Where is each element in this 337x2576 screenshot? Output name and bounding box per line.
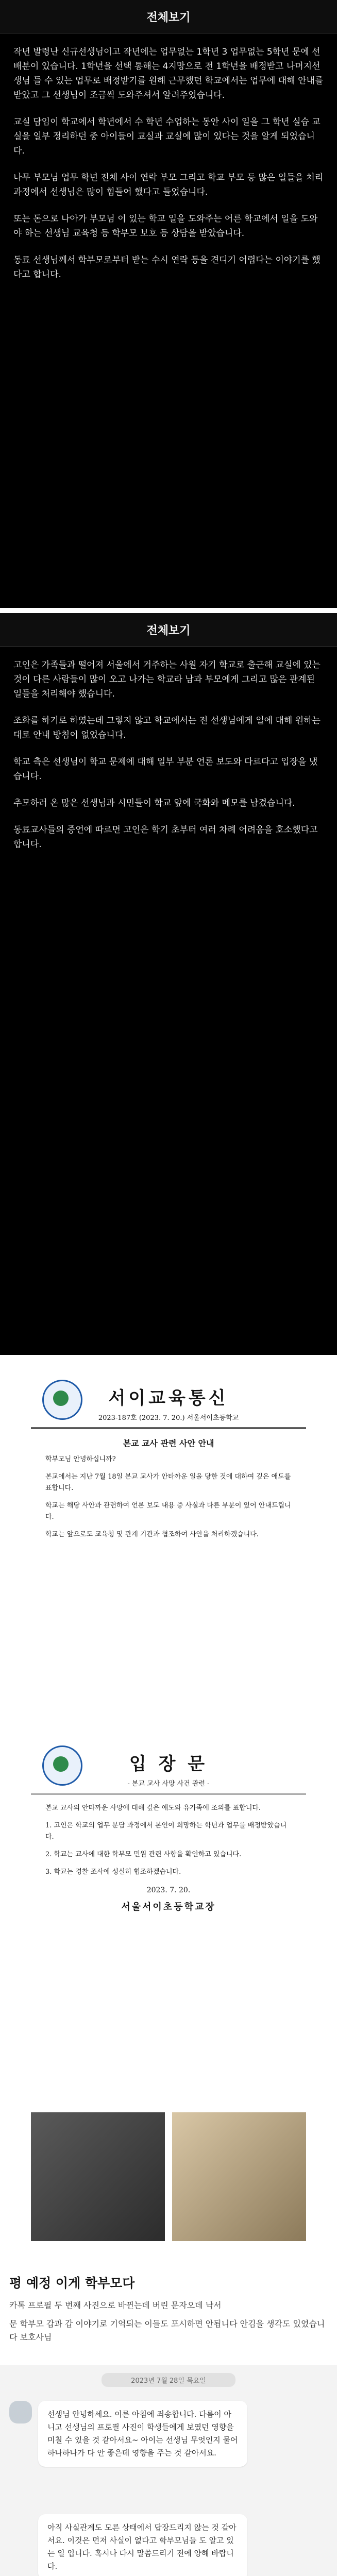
paragraph: 본교 교사의 안타까운 사망에 대해 깊은 애도와 유가족에 조의를 표합니다.: [45, 1804, 261, 1812]
chat-message: 아직 사실관계도 모른 상태에서 답장드리지 않는 것 같아서요. 이것은 먼저 사실이 없다고 학부모님들 도 알고 있는 일 입니다. 혹시나 다시 말씀드리기 전에 양해 바랍니다.: [38, 2514, 247, 2576]
school-newsletter: [31, 1370, 306, 1721]
paragraph: 본교에서는 지난 7월 18일 본교 교사가 안타까운 일을 당한 것에 대하여 깊은 애도를 표합니다.: [45, 1473, 291, 1492]
statement-signature: 서울서이초등학교장: [121, 1902, 216, 1912]
paragraph: 학교는 앞으로도 교육청 및 관계 기관과 협조하여 사안을 처리하겠습니다.: [45, 1531, 259, 1538]
newsletter-title: 서이교육통신: [108, 1388, 229, 1409]
post-paragraph: 문 학부모 갑과 갑 이야기로 기억되는 이들도 포시하면 안됩니다 안김을 생각도 있었습니다 보호사님: [9, 2319, 325, 2342]
paragraph: 또는 돈으로 나아가 부모님 이 있는 학교 일을 도와주는 어른 학교에서 일을 도와야 하는 선생님 교육청 등 학부모 보호 등 상담을 받았습니다.: [13, 214, 318, 239]
statement-subtitle: - 본교 교사 사망 사건 관련 -: [127, 1780, 210, 1788]
paragraph: 고인은 가족들과 떨어져 서울에서 거주하는 사원 자기 학교로 출근해 교실에 있는 것이 다른 사람들이 많이 오고 나가는 학교라 남과 부모에게 그리고 많은 관계된 일들을 처리해야 했습니다.: [13, 660, 321, 699]
news-photo: [172, 2112, 306, 2241]
statement-body: [31, 1794, 306, 1878]
school-emblem-icon: [42, 1380, 82, 1420]
paragraph: 조화를 하기로 하였는데 그렇지 않고 학교에서는 전 선생님에게 일에 대해 원하는 대로 안내 방침이 없었습니다.: [13, 716, 321, 740]
avatar: [9, 2401, 32, 2424]
paragraph: 학교는 해당 사안과 관련하여 언론 보도 내용 중 사실과 다른 부분이 있어 안내드립니다.: [45, 1502, 291, 1521]
capture-panel-1: [0, 0, 337, 608]
panel-text: [0, 647, 337, 852]
paragraph: 작년 발령난 신규선생님이고 작년에는 업무없는 1학년 3 업무없는 5학년 문에 선배분이 있습니다. 1학년을 선택 통해는 4지망으로 전 1학년을 배정받고 나머지선생님 들 수 있는 업무로 배정받기를 원해 근무했던 학교에서는 업무에 대해 안내를 받았고 그 선생님이 조금씩 도와주셔서 알려주었습니다.: [13, 47, 324, 100]
paragraph: 나무 부모님 업무 학년 전체 사이 연락 부모 그리고 학교 부모 등 많은 일들을 처리 과정에서 선생님은 많이 힘들어 했다고 들었습니다.: [13, 173, 324, 197]
chat-message: 선생님 안녕하세요. 이른 아침에 죄송합니다. 다름이 아니고 선생님의 프로필 사진이 학생들에게 보였던 영향을 미칠 수 있을 것 같아서요~ 아이는 선생님 무엇인지 물어 하나하나가 다 안 좋은데 영향을 주는 것 같아서요.: [38, 2401, 247, 2467]
post-section: [0, 2262, 337, 2360]
school-emblem-icon: [42, 1745, 82, 1786]
newsletter-body: [31, 1454, 306, 1540]
paragraph: 학부모님 안녕하십니까?: [45, 1455, 116, 1463]
paragraph: 3. 학교는 경찰 조사에 성실히 협조하겠습니다.: [45, 1868, 181, 1876]
panel-title: 전체보기: [0, 0, 337, 33]
panel-title: 전체보기: [0, 613, 337, 647]
capture-panel-2: [0, 613, 337, 1355]
paragraph: 동료교사들의 증언에 따르면 고인은 학기 초부터 여러 차례 어려움을 호소했다고 합니다.: [13, 825, 318, 850]
news-photo: [31, 2112, 165, 2241]
paragraph: 학교 측은 선생님이 학교 문제에 대해 일부 부분 언론 보도와 다르다고 입장을 냈습니다.: [13, 757, 318, 782]
chat-screenshot: [0, 2365, 337, 2576]
paragraph: 교실 담임이 학교에서 학년에서 수 학년 수업하는 동안 사이 일을 그 학년 실습 교실을 일부 정리하던 중 아이들이 교실과 교실에 많이 있다는 것을 알게 되었습니다.: [13, 117, 321, 156]
school-statement: [31, 1736, 306, 2107]
post-title: 평 예정 이게 학부모다: [9, 2276, 135, 2291]
newsletter-heading: 본교 교사 관련 사안 안내: [123, 1438, 214, 1448]
post-paragraph: 카톡 프로필 두 번째 사진으로 바뀐는데 버린 문자오데 낙서: [9, 2300, 222, 2310]
paragraph: 2. 학교는 교사에 대한 학부모 민원 관련 사항을 확인하고 있습니다.: [45, 1851, 242, 1858]
panel-text: [0, 33, 337, 282]
chat-date: 2023년 7월 28일 목요일: [102, 2373, 235, 2387]
paragraph: 1. 고인은 학교의 업무 분담 과정에서 본인이 희망하는 학년과 업무를 배정받았습니다.: [45, 1822, 287, 1841]
newsletter-subtitle: 2023-187호 (2023. 7. 20.) 서울서이초등학교: [98, 1414, 239, 1422]
paragraph: 동료 선생님께서 학부모로부터 받는 수시 연락 등을 견디기 어렵다는 이야기를 했다고 합니다.: [13, 255, 321, 280]
statement-title: 입 장 문: [129, 1754, 208, 1774]
statement-date: 2023. 7. 20.: [146, 1886, 191, 1894]
paragraph: 추모하러 온 많은 선생님과 시민들이 학교 앞에 국화와 메모를 남겼습니다.: [13, 798, 295, 808]
